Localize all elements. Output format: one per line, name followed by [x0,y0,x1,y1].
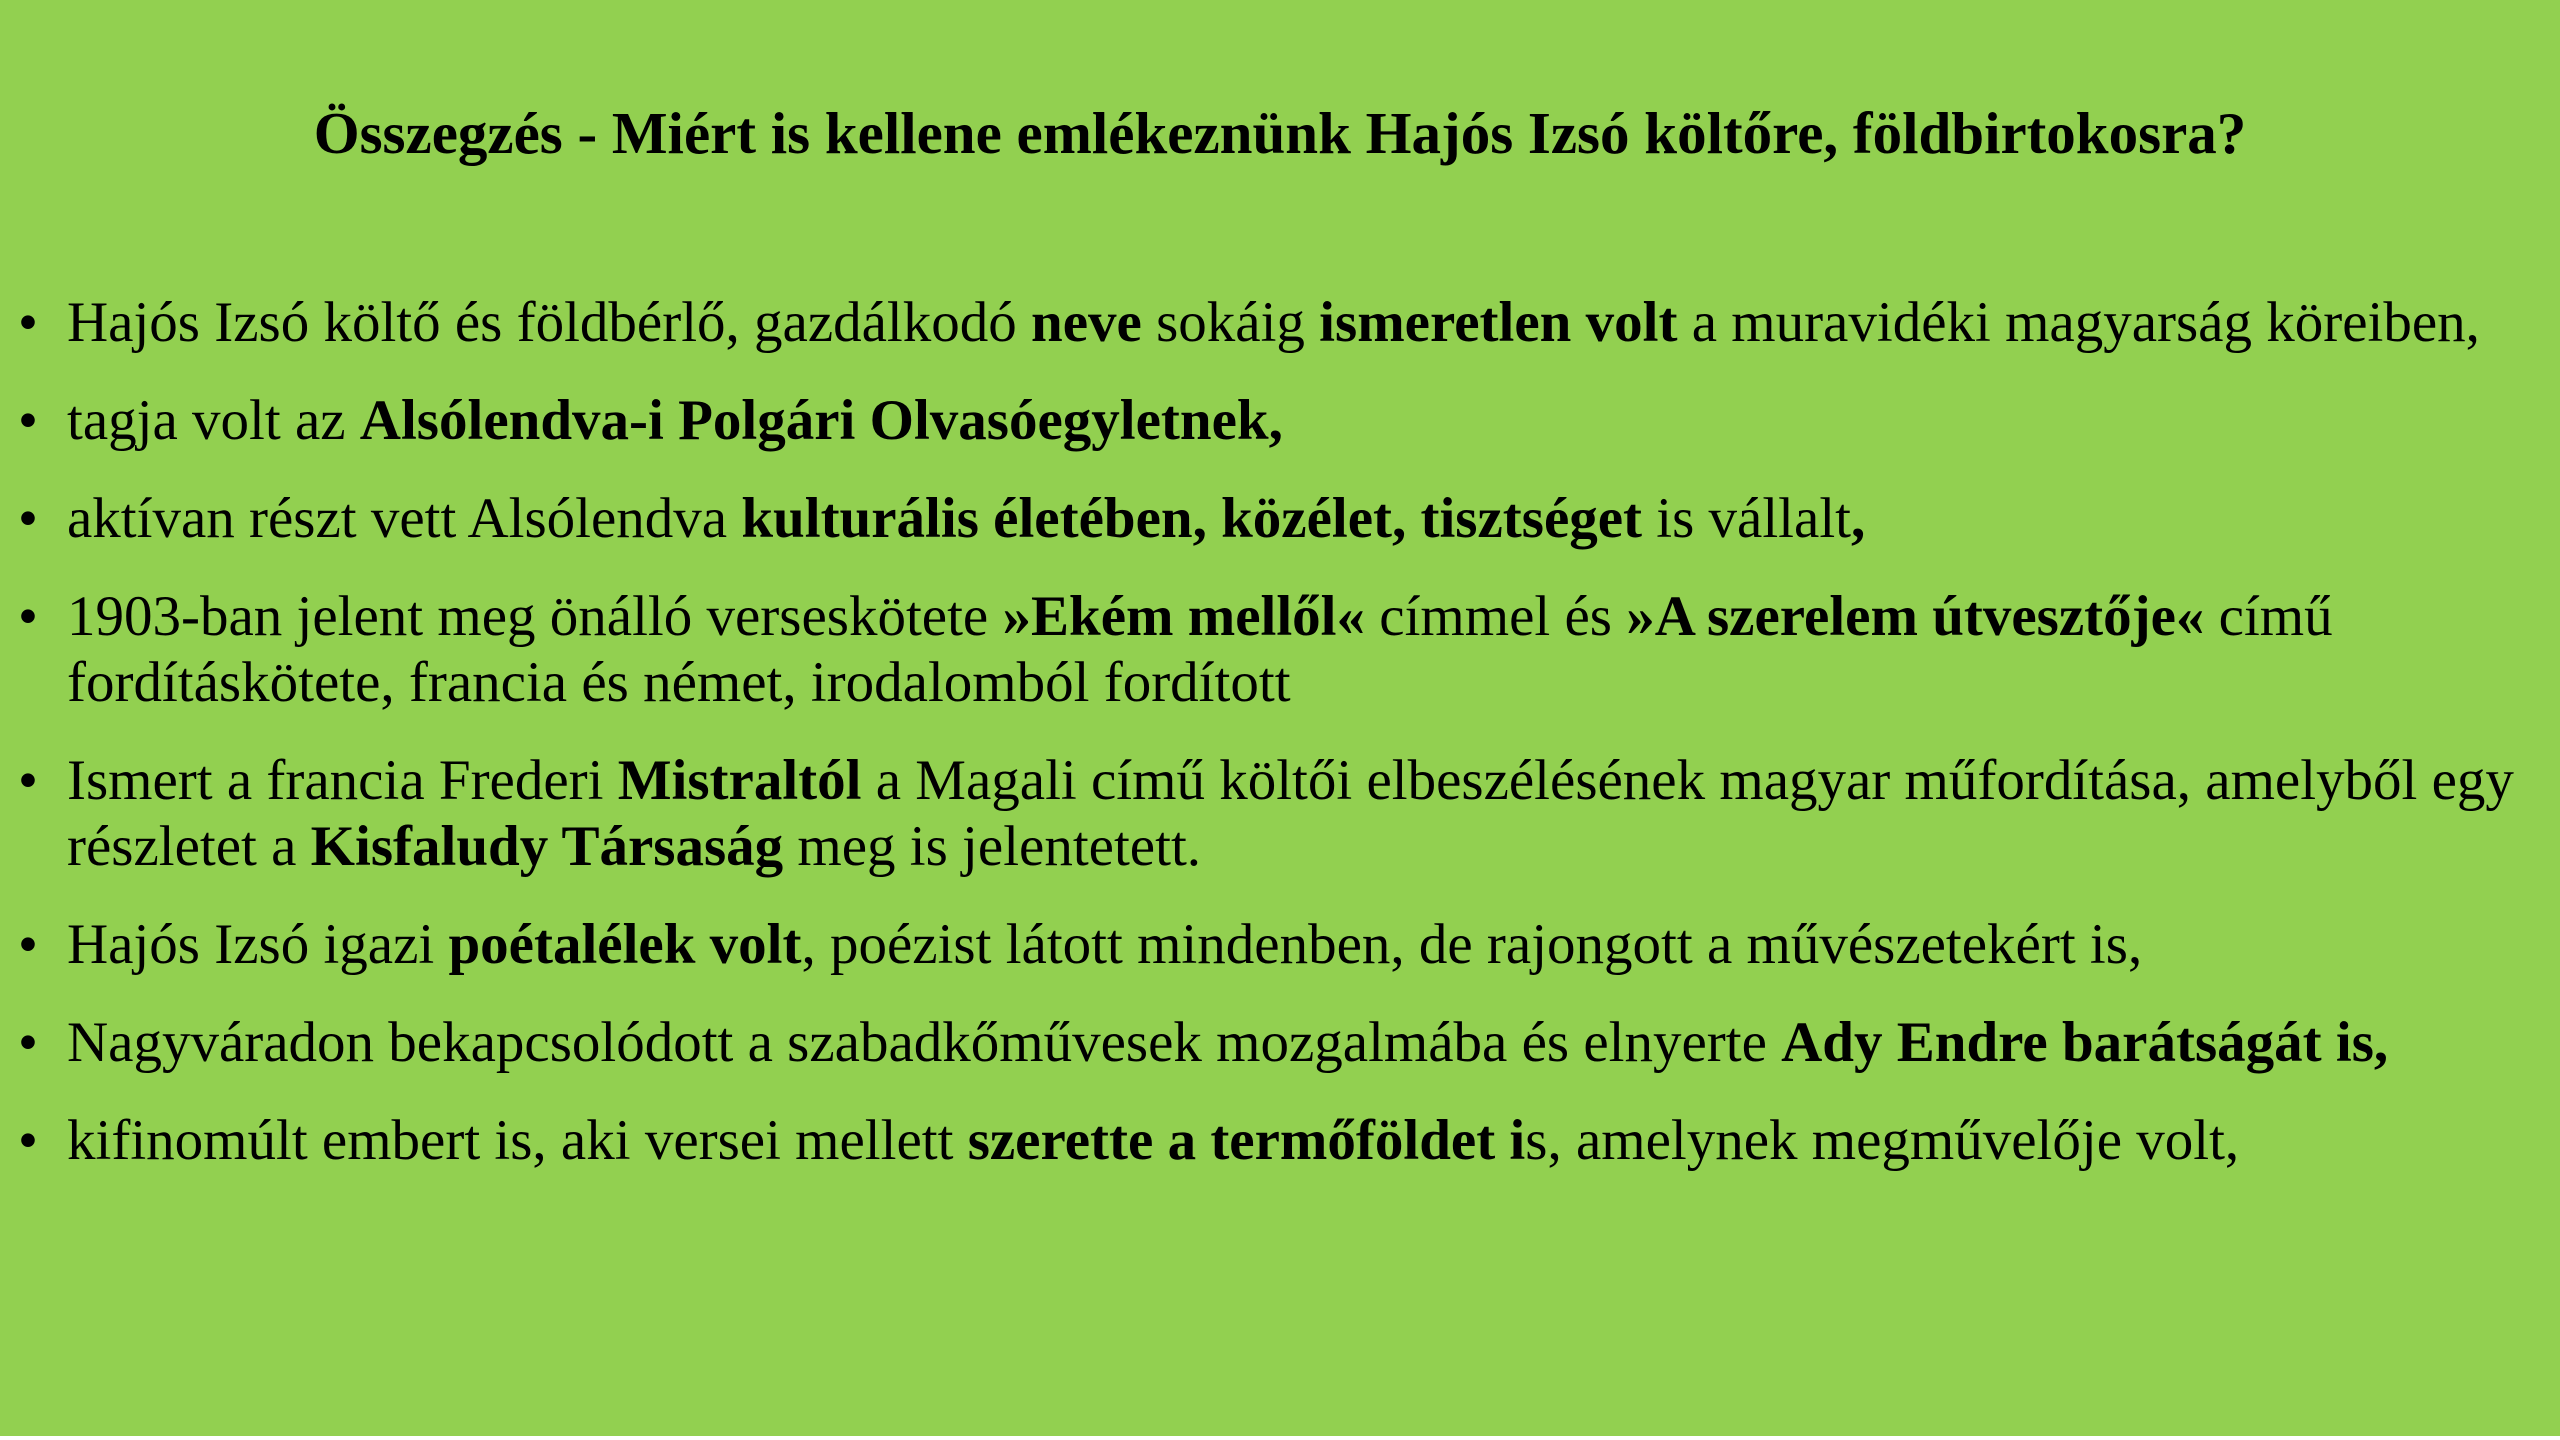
bullet-text [67,1109,2239,1172]
text-run: meg is jelentetett. [783,815,1202,878]
bullet-item [18,1108,2538,1174]
text-run: a muravidéki magyarság köreiben, [1677,291,2480,354]
bullet-marker: • [18,389,38,452]
text-run: is vállalt [1642,487,1851,550]
bullet-item [18,290,2538,356]
text-run-bold: szerette a termőföldet i [967,1109,1526,1172]
bullet-text [67,487,1865,550]
bullet-text [67,389,1283,452]
bullet-marker: • [18,585,38,648]
text-run-bold: Mistraltól [617,749,862,812]
bullet-marker: • [18,1011,38,1074]
bullet-item [18,1010,2538,1076]
bullet-item [18,748,2538,880]
bullet-marker: • [18,749,38,812]
slide-title: Összegzés - Miért is kellene emlékeznünk Hajós Izsó költőre, földbirtokosra? [313,100,2247,166]
bullet-item [18,388,2538,454]
text-run: tagja volt az [67,389,360,452]
bullet-marker: • [18,291,38,354]
text-run-bold: Ady Endre barátságát is, [1781,1011,2389,1074]
text-run: , poézist látott mindenben, de rajongott a művészetekért is, [801,913,2143,976]
text-run-bold: »Ekém mellől« [1002,585,1366,648]
bullet-text [67,749,2514,878]
bullet-text [67,1011,2388,1074]
text-run: Ismert a francia Frederi [67,749,618,812]
bullet-item [18,912,2538,978]
bullet-text [67,913,2142,976]
text-run: című fordításkötete, francia és német, irodalomból fordított [67,585,2333,714]
text-run: Hajós Izsó költő és földbérlő, gazdálkodó [67,291,1032,354]
text-run: Nagyváradon bekapcsolódott a szabadkőművesek mozgalmába és elnyerte [67,1011,1782,1074]
text-run-bold: , [1851,487,1866,550]
text-run-bold: »A szerelem útvesztője« [1626,585,2205,648]
bullet-marker: • [18,1109,38,1172]
text-run-bold: ismeretlen volt [1319,291,1678,354]
text-run: sokáig [1141,291,1320,354]
bullet-list [18,290,2538,1206]
text-run: Hajós Izsó igazi [67,913,449,976]
bullet-marker: • [18,913,38,976]
text-run-bold: neve [1031,291,1142,354]
bullet-item [18,486,2538,552]
bullet-text [67,291,2480,354]
bullet-text [67,585,2333,714]
text-run: címmel és [1365,585,1627,648]
text-run-bold: Kisfaludy Társaság [310,815,784,878]
bullet-marker: • [18,487,38,550]
text-run: s, amelynek megművelője volt, [1525,1109,2240,1172]
text-run: a Magali című költői elbeszélésének magyar műfordítása, amelyből egy részletet a [67,749,2514,878]
bullet-item [18,584,2538,716]
text-run-bold: poétalélek volt [448,913,802,976]
text-run-bold: kulturális életében, közélet, tisztséget [741,487,1643,550]
text-run: 1903-ban jelent meg önálló verseskötete [67,585,1003,648]
text-run: aktívan részt vett Alsólendva [67,487,742,550]
text-run: kifinomúlt embert is, aki versei mellett [67,1109,968,1172]
text-run-bold: Alsólendva-i Polgári Olvasóegyletnek, [359,389,1283,452]
